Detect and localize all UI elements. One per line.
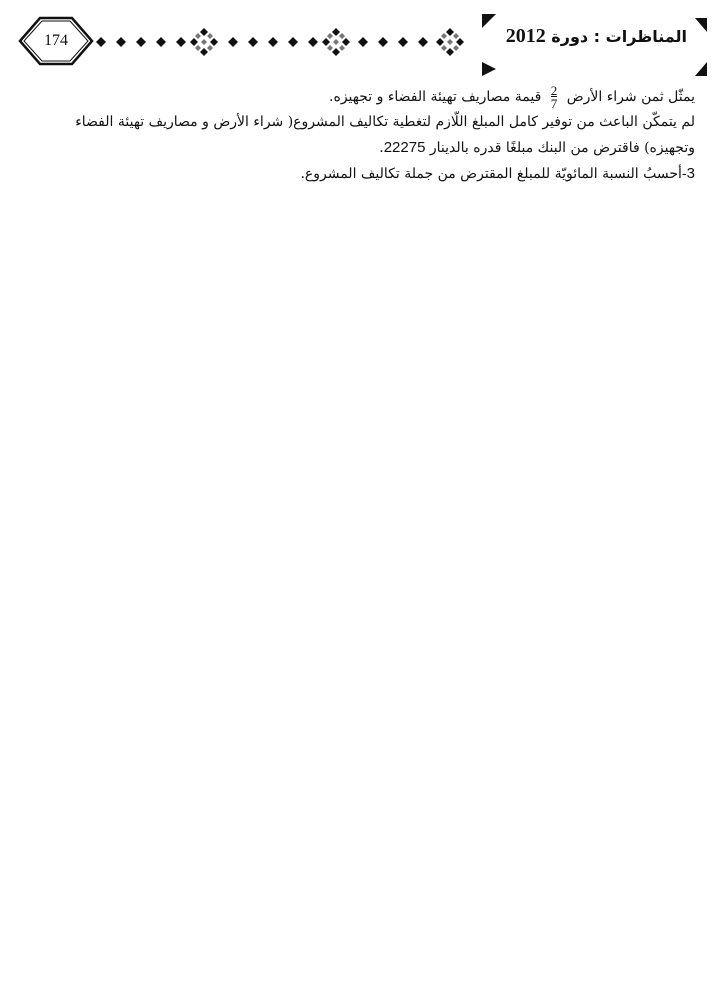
header-title (506, 25, 687, 48)
page-number-badge (18, 15, 94, 67)
question-3-text: -أحسبُ النسبة المائويّة للمبلغ المقترض من جملة تكاليف المشروع. (300, 166, 687, 182)
exercise-line-1 (20, 85, 695, 110)
header-title-label: المناظرات : دورة (551, 27, 687, 46)
header-year: 2012 (505, 25, 546, 47)
fraction-denominator: 7 (550, 96, 558, 111)
loan-statement: لم يتمكّن الباعث من توفير كامل المبلغ اللّازم لتغطية تكاليف المشروع( شراء الأرض و مصاريف تهيئة الفضاء وتجهيزه) فاقترض من البنك مبلغًا قدره بالدينار (75, 114, 695, 156)
loan-statement-end: . (379, 140, 384, 156)
land-cost-statement-end: قيمة مصاريف تهيئة الفضاء و تجهيزه. (329, 89, 542, 105)
decorative-diamond-row (96, 20, 486, 64)
corner-mark-bottom-left (482, 62, 496, 76)
corner-mark-bottom-right (695, 62, 707, 76)
corner-mark-top-right (695, 18, 707, 32)
question-3-number: 3 (686, 165, 695, 182)
page-number: 174 (44, 32, 68, 49)
exercise-text (20, 85, 695, 187)
exercise-paragraph-2 (20, 110, 695, 161)
loan-amount: 22275 (383, 139, 426, 156)
fraction-numerator: 2 (550, 83, 558, 98)
corner-mark-top-left (482, 14, 496, 28)
land-cost-statement: يمثّل ثمن شراء الأرض (566, 89, 695, 105)
question-3 (20, 161, 695, 187)
fraction-two-sevenths (551, 85, 558, 109)
